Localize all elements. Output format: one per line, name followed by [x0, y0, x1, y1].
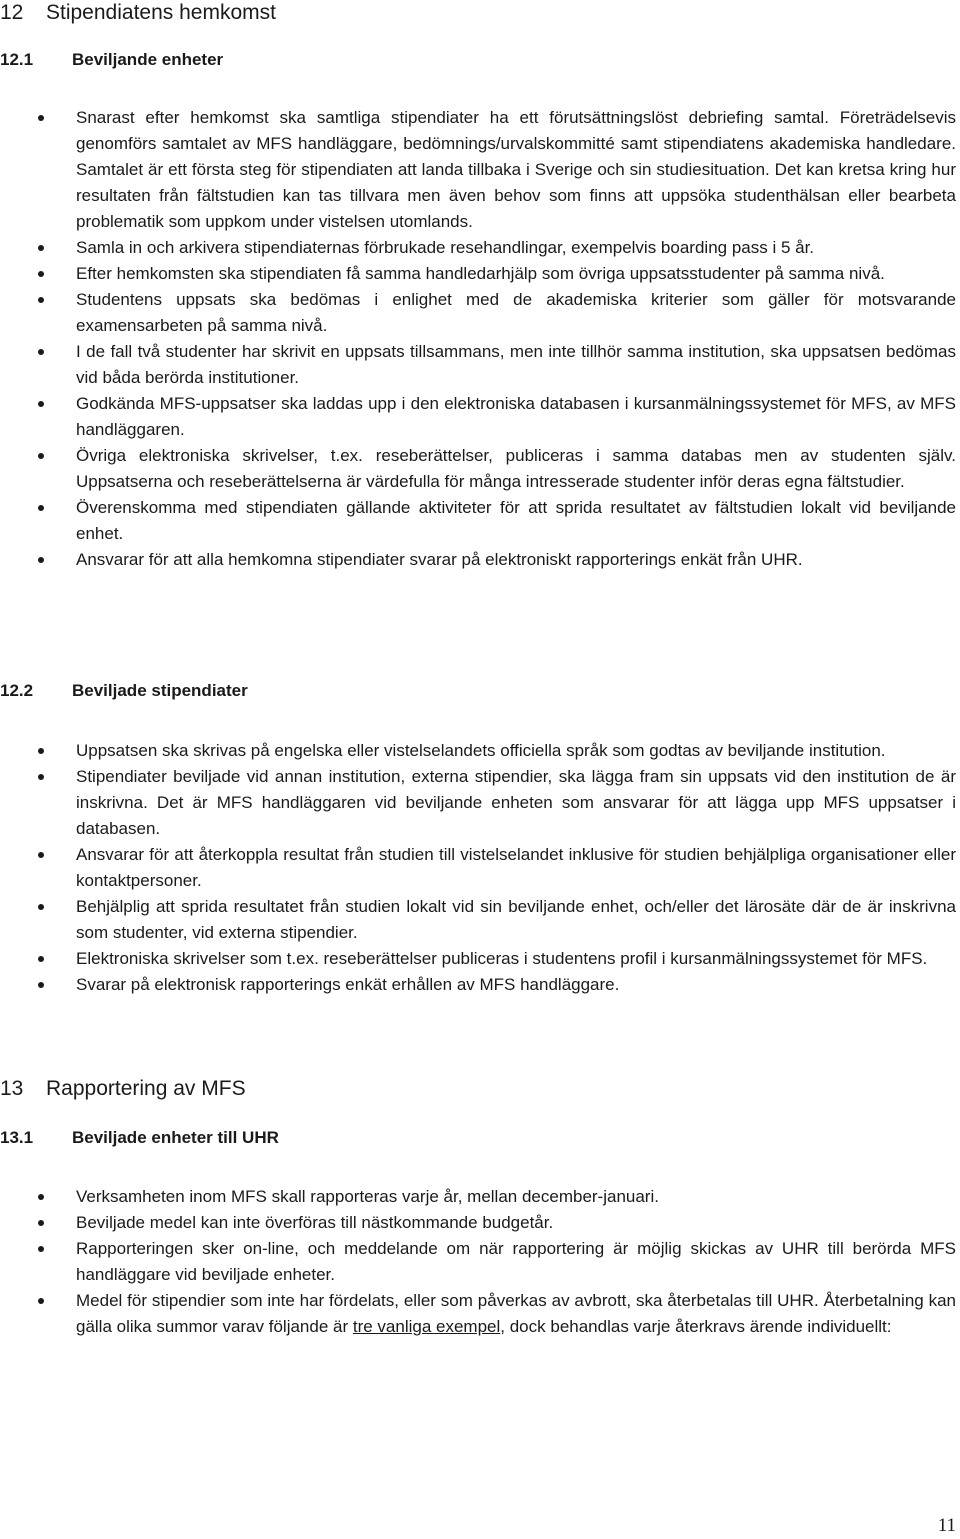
list-item	[0, 391, 960, 443]
list-item-text: Ansvarar för att alla hemkomna stipendiater svarar på elektroniskt rapporterings enkät från UHR.	[76, 550, 803, 569]
bullet-icon	[38, 453, 44, 459]
section-12-2-title: Beviljade stipendiater	[72, 681, 248, 700]
list-item	[0, 842, 960, 894]
list-item-text: Verksamheten inom MFS skall rapporteras varje år, mellan december-januari.	[76, 1187, 659, 1206]
list-item-text: Behjälplig att sprida resultatet från studien lokalt vid sin beviljande enhet, och/eller det lärosäte där de är inskrivna som studenter, vid externa stipendier.	[76, 897, 956, 942]
list-item-text-after: , dock behandlas varje återkravs ärende individuellt:	[500, 1317, 892, 1336]
list-item-text: Snarast efter hemkomst ska samtliga stipendiater ha ett förutsättningslöst debriefing samtal. Företrädelsevis genomförs samtalet av MFS handläggare, bedömnings/urvalskommitté samt stipendiatens akademiska handledare. Samtalet är ett första steg för stipendiaten att landa tillbaka i Sverige och sin studiesituation. Det kan kretsa kring hur resultaten från fältstudien kan tas tillvara men även behov som finns att uppsöka studenthälsan eller bearbeta problematik som uppkom under vistelsen utomlands.	[76, 108, 956, 231]
list-item-text: I de fall två studenter har skrivit en uppsats tillsammans, men inte tillhör samma institution, ska uppsatsen bedömas vid båda berörda institutioner.	[76, 342, 956, 387]
bullet-icon	[38, 1246, 44, 1252]
list-item	[0, 495, 960, 547]
bullet-icon	[38, 115, 44, 121]
list-item	[0, 1184, 960, 1210]
bullet-icon	[38, 297, 44, 303]
bullet-icon	[38, 904, 44, 910]
list-item	[0, 261, 960, 287]
section-12-1-title: Beviljande enheter	[72, 50, 224, 69]
section-13-1-list	[0, 1184, 960, 1340]
section-13-1-number: 13.1	[0, 1128, 34, 1147]
bullet-icon	[38, 956, 44, 962]
section-13-title: Rapportering av MFS	[46, 1077, 246, 1100]
list-item	[0, 1236, 960, 1288]
page-number: 11	[937, 1515, 956, 1536]
list-item	[0, 738, 960, 764]
list-item	[0, 946, 960, 972]
bullet-icon	[38, 557, 44, 563]
bullet-icon	[38, 982, 44, 988]
bullet-icon	[38, 1220, 44, 1226]
list-item-text: Beviljade medel kan inte överföras till nästkommande budgetår.	[76, 1213, 554, 1232]
list-item	[0, 894, 960, 946]
bullet-icon	[38, 401, 44, 407]
list-item-text: Överenskomma med stipendiaten gällande aktiviteter för att sprida resultatet av fältstudien lokalt vid beviljande enhet.	[76, 498, 956, 543]
list-item-text: Elektroniska skrivelser som t.ex. reseberättelser publiceras i studentens profil i kursanmälningssystemet för MFS.	[76, 949, 928, 968]
list-item	[0, 972, 960, 998]
examples-link[interactable]: tre vanliga exempel	[352, 1317, 501, 1336]
section-13-1-heading	[0, 1127, 279, 1149]
bullet-icon	[38, 1298, 44, 1304]
section-12-number: 12	[0, 1, 24, 24]
list-item	[0, 547, 960, 573]
list-item-text: Uppsatsen ska skrivas på engelska eller vistelselandets officiella språk som godtas av beviljande institution.	[76, 741, 886, 760]
list-item	[0, 105, 960, 235]
bullet-icon	[38, 349, 44, 355]
section-12-1-number: 12.1	[0, 50, 34, 69]
bullet-icon	[38, 271, 44, 277]
bullet-icon	[38, 852, 44, 858]
section-13-number: 13	[0, 1077, 24, 1100]
section-13-heading	[0, 1076, 246, 1102]
list-item-text: Övriga elektroniska skrivelser, t.ex. reseberättelser, publiceras i samma databas men av studenten själv. Uppsatserna och reseberättelserna är värdefulla för många intresserade studenter inför deras egna fältstudier.	[76, 446, 956, 491]
section-12-2-list	[0, 738, 960, 998]
bullet-icon	[38, 1194, 44, 1200]
section-12-2-number: 12.2	[0, 681, 34, 700]
list-item	[0, 287, 960, 339]
bullet-icon	[38, 748, 44, 754]
list-item	[0, 1288, 960, 1340]
list-item-text: Efter hemkomsten ska stipendiaten få samma handledarhjälp som övriga uppsatsstudenter på samma nivå.	[76, 264, 885, 283]
list-item	[0, 235, 960, 261]
list-item	[0, 443, 960, 495]
section-12-2-heading	[0, 680, 248, 702]
list-item-text: Stipendiater beviljade vid annan institution, externa stipendier, ska lägga fram sin uppsats vid den institution de är inskrivna. Det är MFS handläggaren vid beviljande enheten som ansvarar för att lägga upp MFS uppsatser i databasen.	[76, 767, 956, 838]
section-13-1-title: Beviljade enheter till UHR	[72, 1128, 279, 1147]
list-item-text: Svarar på elektronisk rapporterings enkät erhållen av MFS handläggare.	[76, 975, 620, 994]
bullet-icon	[38, 245, 44, 251]
bullet-icon	[38, 505, 44, 511]
list-item-text: Samla in och arkivera stipendiaternas förbrukade resehandlingar, exempelvis boarding pass i 5 år.	[76, 238, 815, 257]
section-12-title: Stipendiatens hemkomst	[46, 1, 276, 24]
list-item-text-before: Medel för stipendier som inte har fördelats, eller som påverkas av avbrott, ska återbetalas till UHR. Återbetalning kan gälla olika summor varav följande är	[76, 1291, 956, 1336]
list-item	[0, 339, 960, 391]
section-12-1-heading	[0, 49, 223, 71]
section-12-1-list	[0, 105, 960, 573]
list-item-text: Ansvarar för att återkoppla resultat från studien till vistelselandet inklusive för studien behjälpliga organisationer eller kontaktpersoner.	[76, 845, 956, 890]
list-item	[0, 1210, 960, 1236]
list-item	[0, 764, 960, 842]
list-item-text: Studentens uppsats ska bedömas i enlighet med de akademiska kriterier som gäller för motsvarande examensarbeten på samma nivå.	[76, 290, 956, 335]
bullet-icon	[38, 774, 44, 780]
list-item-text: Godkända MFS-uppsatser ska laddas upp i den elektroniska databasen i kursanmälningssystemet för MFS, av MFS handläggaren.	[76, 394, 956, 439]
list-item-text: Rapporteringen sker on-line, och meddelande om när rapportering är möjlig skickas av UHR till berörda MFS handläggare vid beviljade enheter.	[76, 1239, 956, 1284]
section-12-heading	[0, 0, 276, 26]
